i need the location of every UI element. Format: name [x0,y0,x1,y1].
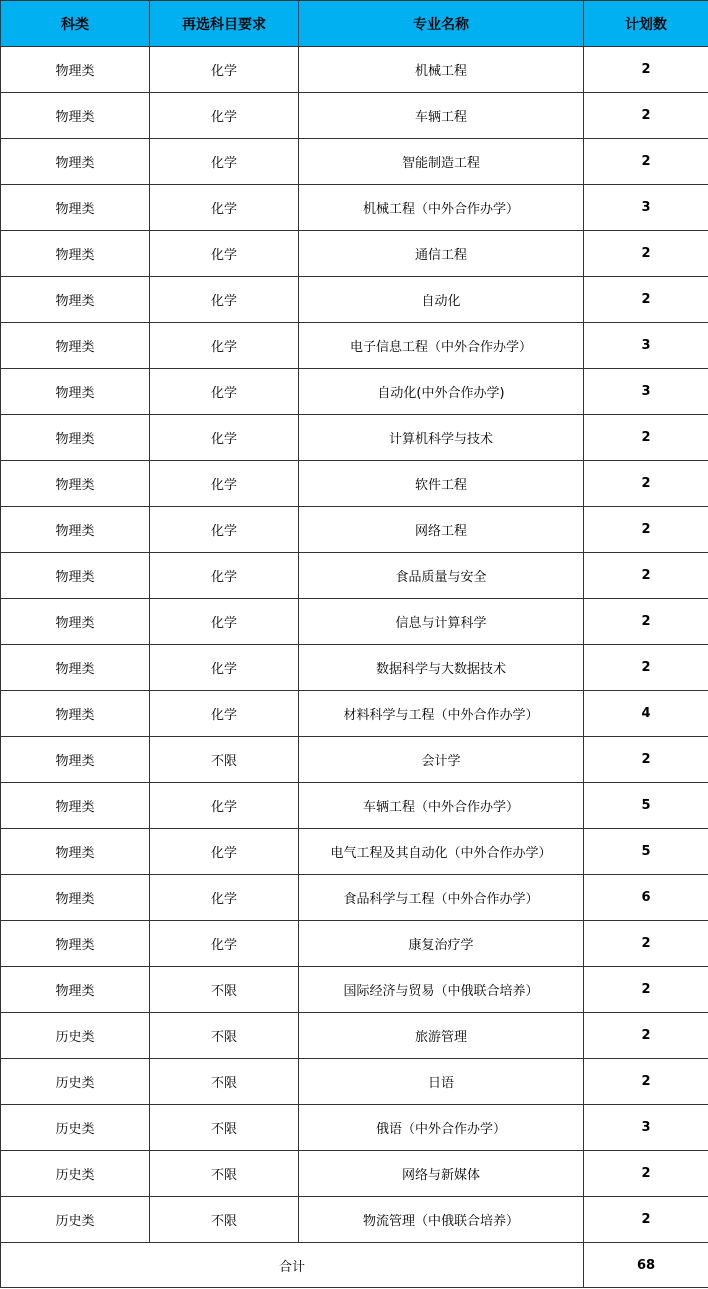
cell-subject-category: 物理类 [1,875,150,921]
cell-plan-count: 3 [584,1105,708,1151]
table-row [1,323,708,369]
cell-plan-count: 2 [584,93,708,139]
cell-subject-category: 历史类 [1,1013,150,1059]
cell-plan-count: 3 [584,369,708,415]
cell-plan-count: 3 [584,185,708,231]
header-subject-category: 科类 [1,1,150,47]
cell-subject-category: 物理类 [1,553,150,599]
header-elective-requirement: 再选科目要求 [150,1,299,47]
cell-major-name: 网络工程 [299,507,584,553]
cell-plan-count: 5 [584,829,708,875]
table-row [1,415,708,461]
cell-subject-category: 物理类 [1,277,150,323]
table-row [1,1151,708,1197]
cell-plan-count: 2 [584,737,708,783]
cell-elective-requirement: 不限 [150,1105,299,1151]
cell-plan-count: 2 [584,921,708,967]
cell-major-name: 俄语（中外合作办学） [299,1105,584,1151]
cell-major-name: 车辆工程（中外合作办学） [299,783,584,829]
cell-subject-category: 物理类 [1,415,150,461]
cell-major-name: 材料科学与工程（中外合作办学） [299,691,584,737]
cell-plan-count: 2 [584,1059,708,1105]
cell-elective-requirement: 不限 [150,1059,299,1105]
cell-subject-category: 物理类 [1,185,150,231]
cell-subject-category: 物理类 [1,47,150,93]
cell-elective-requirement: 化学 [150,231,299,277]
cell-subject-category: 历史类 [1,1151,150,1197]
cell-major-name: 智能制造工程 [299,139,584,185]
cell-major-name: 数据科学与大数据技术 [299,645,584,691]
cell-subject-category: 物理类 [1,783,150,829]
table-body [1,47,708,1243]
cell-elective-requirement: 化学 [150,921,299,967]
table-row [1,737,708,783]
cell-elective-requirement: 不限 [150,737,299,783]
cell-elective-requirement: 化学 [150,691,299,737]
cell-plan-count: 2 [584,967,708,1013]
table-row [1,1013,708,1059]
table-row [1,47,708,93]
table-row [1,967,708,1013]
table-row [1,691,708,737]
cell-major-name: 会计学 [299,737,584,783]
table-total-row [1,1243,708,1288]
cell-plan-count: 2 [584,47,708,93]
table-row [1,921,708,967]
table-row [1,783,708,829]
cell-plan-count: 2 [584,553,708,599]
cell-elective-requirement: 不限 [150,1151,299,1197]
cell-plan-count: 6 [584,875,708,921]
table-row [1,875,708,921]
cell-major-name: 康复治疗学 [299,921,584,967]
cell-subject-category: 物理类 [1,139,150,185]
cell-plan-count: 2 [584,1013,708,1059]
cell-major-name: 信息与计算科学 [299,599,584,645]
table-row [1,507,708,553]
cell-subject-category: 物理类 [1,599,150,645]
cell-subject-category: 物理类 [1,323,150,369]
table-row [1,277,708,323]
cell-major-name: 自动化 [299,277,584,323]
table-row [1,185,708,231]
cell-major-name: 软件工程 [299,461,584,507]
cell-elective-requirement: 化学 [150,461,299,507]
cell-major-name: 自动化(中外合作办学) [299,369,584,415]
header-major-name: 专业名称 [299,1,584,47]
cell-subject-category: 物理类 [1,461,150,507]
cell-plan-count: 2 [584,1197,708,1243]
cell-subject-category: 物理类 [1,93,150,139]
cell-plan-count: 5 [584,783,708,829]
cell-plan-count: 2 [584,139,708,185]
cell-elective-requirement: 化学 [150,139,299,185]
total-label: 合计 [1,1243,584,1288]
table-row [1,1105,708,1151]
table-row [1,829,708,875]
cell-subject-category: 物理类 [1,691,150,737]
cell-plan-count: 4 [584,691,708,737]
cell-major-name: 通信工程 [299,231,584,277]
cell-elective-requirement: 不限 [150,967,299,1013]
cell-major-name: 网络与新媒体 [299,1151,584,1197]
cell-subject-category: 物理类 [1,645,150,691]
cell-elective-requirement: 化学 [150,277,299,323]
cell-major-name: 电气工程及其自动化（中外合作办学） [299,829,584,875]
cell-elective-requirement: 化学 [150,93,299,139]
cell-plan-count: 2 [584,277,708,323]
cell-major-name: 计算机科学与技术 [299,415,584,461]
cell-elective-requirement: 化学 [150,47,299,93]
header-plan-count: 计划数 [584,1,708,47]
table-row [1,461,708,507]
cell-plan-count: 2 [584,461,708,507]
cell-major-name: 物流管理（中俄联合培养） [299,1197,584,1243]
cell-plan-count: 2 [584,599,708,645]
table-row [1,231,708,277]
table-header-row [1,1,708,47]
cell-elective-requirement: 化学 [150,507,299,553]
cell-elective-requirement: 化学 [150,369,299,415]
cell-major-name: 机械工程 [299,47,584,93]
cell-major-name: 旅游管理 [299,1013,584,1059]
cell-plan-count: 2 [584,1151,708,1197]
total-count: 68 [584,1243,708,1288]
cell-elective-requirement: 化学 [150,599,299,645]
table-row [1,369,708,415]
table-row [1,599,708,645]
cell-major-name: 国际经济与贸易（中俄联合培养） [299,967,584,1013]
cell-elective-requirement: 化学 [150,553,299,599]
cell-plan-count: 3 [584,323,708,369]
cell-major-name: 机械工程（中外合作办学） [299,185,584,231]
cell-plan-count: 2 [584,645,708,691]
cell-plan-count: 2 [584,231,708,277]
cell-subject-category: 物理类 [1,231,150,277]
cell-plan-count: 2 [584,415,708,461]
cell-elective-requirement: 不限 [150,1197,299,1243]
cell-elective-requirement: 化学 [150,415,299,461]
cell-subject-category: 物理类 [1,967,150,1013]
cell-elective-requirement: 化学 [150,645,299,691]
cell-elective-requirement: 化学 [150,875,299,921]
cell-subject-category: 历史类 [1,1105,150,1151]
cell-major-name: 日语 [299,1059,584,1105]
table-row [1,139,708,185]
cell-elective-requirement: 化学 [150,783,299,829]
cell-subject-category: 物理类 [1,737,150,783]
table-row [1,93,708,139]
cell-major-name: 电子信息工程（中外合作办学） [299,323,584,369]
cell-subject-category: 物理类 [1,507,150,553]
table-row [1,1197,708,1243]
table-row [1,1059,708,1105]
cell-major-name: 车辆工程 [299,93,584,139]
table-row [1,553,708,599]
cell-major-name: 食品质量与安全 [299,553,584,599]
cell-elective-requirement: 不限 [150,1013,299,1059]
table-row [1,645,708,691]
cell-plan-count: 2 [584,507,708,553]
cell-subject-category: 物理类 [1,829,150,875]
cell-elective-requirement: 化学 [150,829,299,875]
cell-subject-category: 物理类 [1,369,150,415]
cell-subject-category: 历史类 [1,1197,150,1243]
cell-subject-category: 物理类 [1,921,150,967]
cell-subject-category: 历史类 [1,1059,150,1105]
cell-elective-requirement: 化学 [150,185,299,231]
cell-elective-requirement: 化学 [150,323,299,369]
cell-major-name: 食品科学与工程（中外合作办学） [299,875,584,921]
